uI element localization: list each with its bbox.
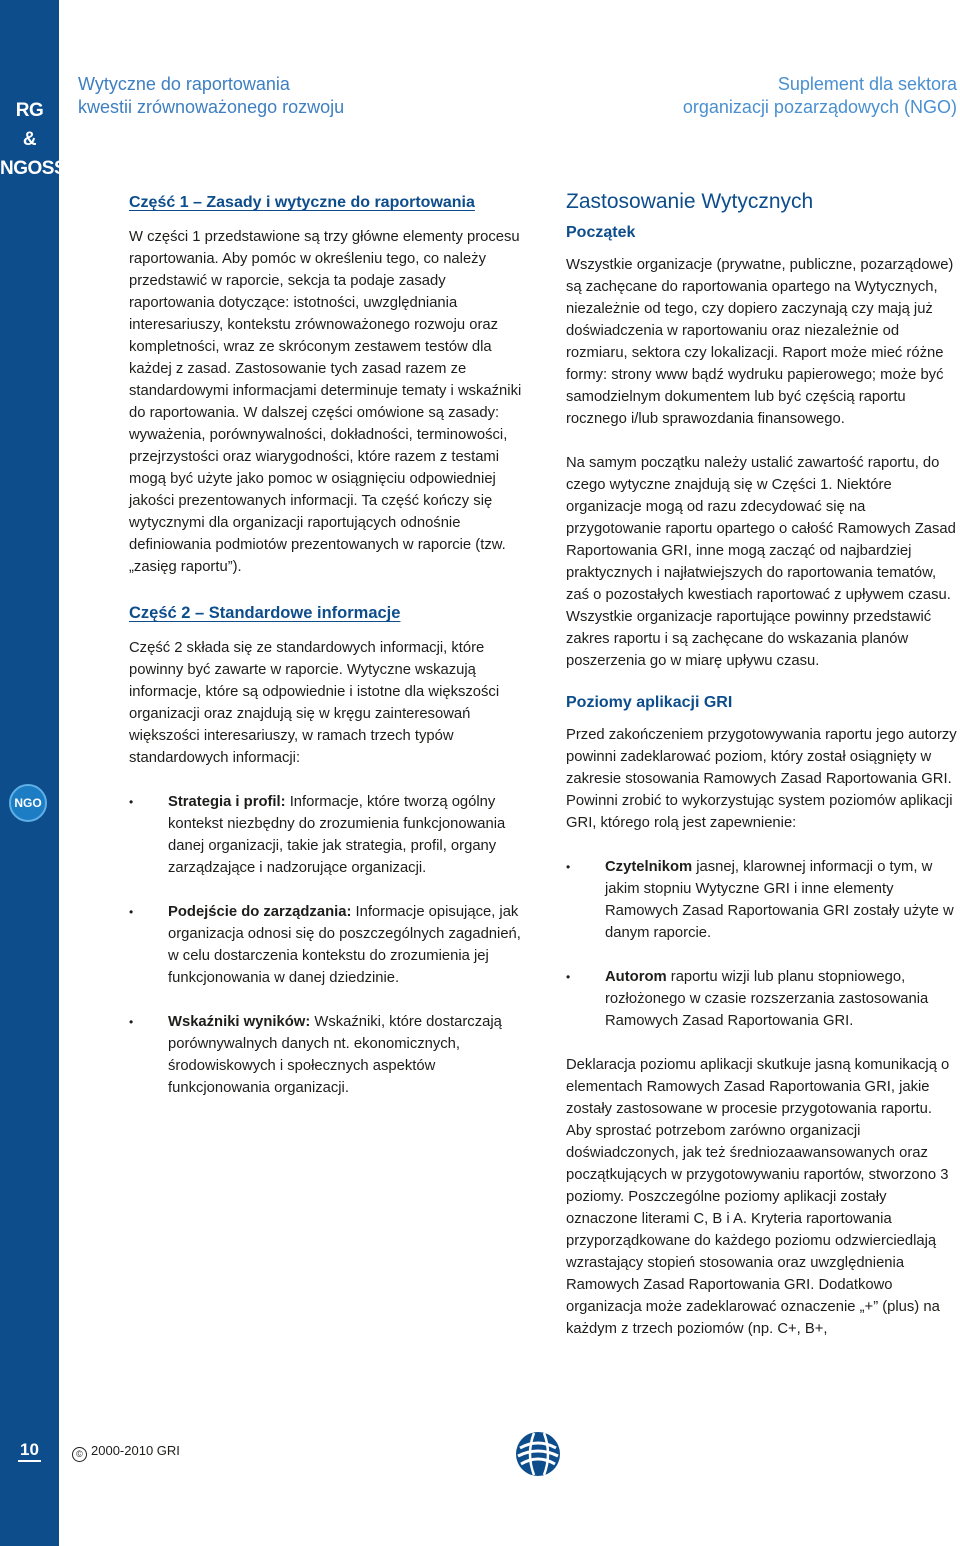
left-bullet-list [129,791,525,1099]
list-item [129,791,525,879]
levels-paragraph-2: Deklaracja poziomu aplikacji skutkuje jasną komunikacją o elementach Ramowych Zasad Raportowania GRI, jakie zostały zastosowane w procesie przygotowania raportu. Aby sprostać potrzebom zarówno organizacji doświadczonych, jak też średniozaawansowanych oraz początkujących w przygotowywaniu raportów, stworzono 3 poziomy. Poszczególne poziomy aplikacji zostały oznaczone literami C, B i A. Kryteria raportowania przyporządkowane do każdego poziomu odzwierciedlają wzrastający stopień stosowania oraz uwzględnienia Ramowych Zasad Raportowania GRI. Dodatkowo organizacja może zadeklarować oznaczenie „+” (plus) na każdym z trzech poziomów (np. C+, B+, [566,1057,950,1337]
left-column [129,190,525,1099]
sidebar [0,0,67,1546]
ngo-badge-label: NGO [14,796,42,810]
bullet-text: jasnej, klarownej informacji o tym, w jakim stopniu Wytyczne GRI i inne elementy Ramowych Zasad Raportowania GRI zostały użyte w danym raporcie. [605,859,954,941]
bullet-icon: • [566,860,571,874]
section-title: Zastosowanie Wytycznych [566,190,814,213]
ngo-badge-icon [9,784,47,822]
part1-text: W części 1 przedstawione są trzy główne elementy procesu raportowania. Aby pomóc w określeniu tego, co należy przedstawić w raporcie, sekcja ta podaje zasady raportowania dotyczące: istotności, uwzględniania interesariuszy, kontekstu zrównoważonego rozwoju oraz kompletności, wraz ze skróconym zestawem testów dla każdej z zasad. Zastosowanie tych zasad razem ze standardowymi informacjami determinuje tematy i wskaźniki do raportowania. W dalszej części omówione są zasady: wyważenia, porównywalności, dokładności, terminowości, przejrzystości oraz wiarygodności, które razem z testami mogą być użyte jako pomoc w osiągnięciu odpowiedniej jakości prezentowanych informacji. Ta część kończy się wytycznymi dla organizacji raportujących odnośnie definiowania podmiotów prezentowanych w raporcie (tzw. „zasięg raportu”). [129,229,522,575]
list-item [566,966,958,1032]
bullet-text: Informacje, które tworzą ogólny kontekst niezbędny do zrozumienia funkcjonowania danej organizacji, takie jak strategia, profil, organy zarządzające i nadzorujące organizacji. [168,794,506,876]
copyright-text: 2000-2010 GRI [91,1443,180,1458]
footer-copyright [72,1443,180,1462]
bullet-icon: • [129,1015,134,1029]
gri-globe-icon [512,1428,564,1480]
right-bullet-list [566,856,958,1032]
bullet-icon: • [129,905,134,919]
bullet-bold: Podejście do zarządzania: [168,904,352,920]
logo-line-rg: RG [15,100,44,121]
list-item [566,856,958,944]
header-right-line1: Suplement dla sektora [777,74,957,94]
header-left [78,73,344,119]
bullet-text: raportu wizji lub planu stopniowego, rozłożonego w czasie rozszerzania zastosowania Ramowych Zasad Raportowania GRI. [605,969,929,1029]
page-number [0,1440,59,1460]
start-paragraph-1: Wszystkie organizacje (prywatne, publiczne, pozarządowe) są zachęcane do raportowania opartego na Wytycznych, niezależnie od tego, czy dopiero zaczynają czy mają już doświadczenia w raportowaniu oraz niezależnie od rozmiaru, sektora czy lokalizacji. Raport może mieć różne formy: strony www bądź wydruku papierowego; może być samodzielnym dokumentem lub być częścią raportu rocznego i/lub sprawozdania finansowego. [566,257,954,427]
levels-paragraph-1: Przed zakończeniem przygotowywania raportu jego autorzy powinni zadeklarować poziom, który został osiągnięty w zakresie stosowania Ramowych Zasad Raportowania GRI. Powinni zrobić to wykorzystując system poziomów aplikacji GRI, którego rolą jest zapewnienie: [566,727,957,831]
header-left-line1: Wytyczne do raportowania [78,74,290,94]
rg-ngoss-logo [0,96,67,183]
page-number-value: 10 [18,1440,41,1462]
bullet-bold: Strategia i profil: [168,794,286,810]
bullet-bold: Czytelnikom [605,859,693,875]
bullet-icon: • [566,970,571,984]
start-heading: Początek [566,224,636,241]
part2-text: Część 2 składa się ze standardowych informacji, które powinny być zawarte w raporcie. Wytyczne wskazują informacje, które są odpowiednie i istotne dla większości organizacji oraz znajdują się w kręgu zainteresowań większości interesariuszy, w ramach trzech typów standardowych informacji: [129,640,500,766]
list-item [129,901,525,989]
header-right [683,73,957,119]
logo-line-ngoss: NGOSS [0,158,67,179]
bullet-icon: • [129,795,134,809]
part2-heading: Część 2 – Standardowe informacje [129,604,401,622]
bullet-text: Informacje opisujące, jak organizacja odnosi się do poszczególnych zagadnień, w celu dostarczenia kontekstu do zrozumienia jej funkcjonowania w danej dziedzinie. [168,904,521,986]
bullet-text: Wskaźniki, które dostarczają porównywalnych danych nt. ekonomicznych, środowiskowych i społecznych aspektów funkcjonowania organizacji. [168,1014,502,1096]
part1-heading: Część 1 – Zasady i wytyczne do raportowania [129,194,475,211]
logo-line-amp: & [22,129,37,150]
header-right-line2: organizacji pozarządowych (NGO) [682,97,957,117]
bullet-bold: Wskaźniki wyników: [168,1014,311,1030]
copyright-icon: © [72,1447,87,1462]
bullet-bold: Autorom [605,969,667,985]
start-paragraph-2: Na samym początku należy ustalić zawartość raportu, do czego wytyczne znajdują się w Części 1. Niektóre organizacje mogą od razu zdecydować się na przygotowanie raportu opartego o całość Ramowych Zasad Raportowania GRI, inne mogą zacząć od najbardziej praktycznych i najłatwiejszych do raportowania tematów, zaś o pozostałych kwestiach raportować z upływem czasu. Wszystkie organizacje raportujące powinny przedstawić zakres raportu i są zachęcane do wskazania planów poszerzenia go w miarę upływu czasu. [566,455,956,669]
right-column [566,190,958,1340]
levels-heading: Poziomy aplikacji GRI [566,694,733,711]
header-left-line2: kwestii zrównoważonego rozwoju [78,97,345,117]
list-item [129,1011,525,1099]
